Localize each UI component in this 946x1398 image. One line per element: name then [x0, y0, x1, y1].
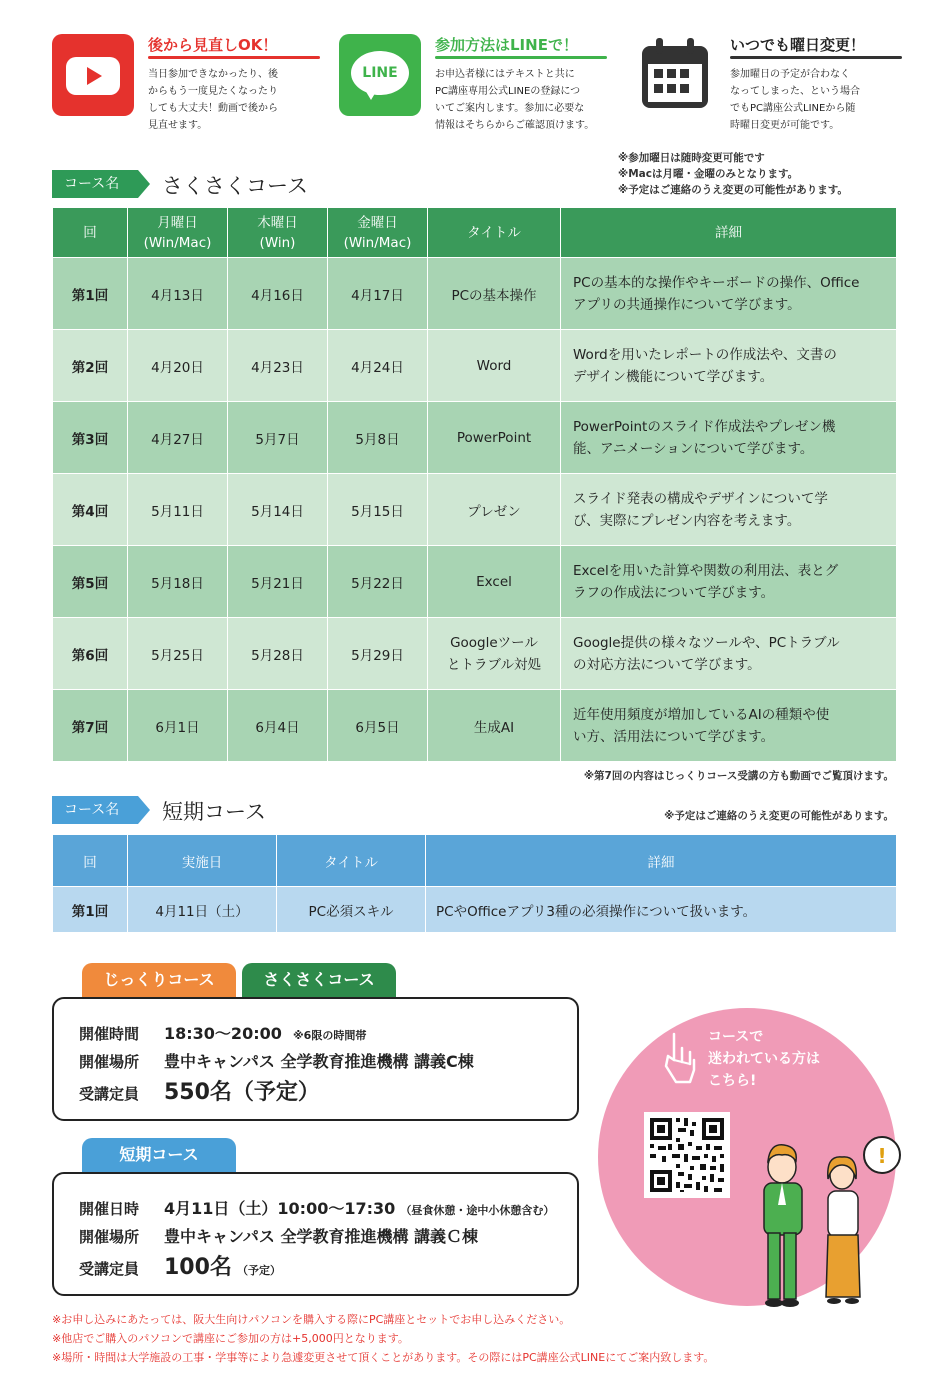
col-header: 金曜日 (Win/Mac) [328, 208, 428, 258]
date-cell: 5月25日 [128, 618, 228, 690]
date-cell: 5月28日 [228, 618, 328, 690]
title-cell: Word [428, 330, 561, 402]
feature-title: いつでも曜日変更！ [730, 36, 866, 54]
feature-strip [52, 32, 902, 137]
table-row [53, 402, 897, 474]
col-header: 詳細 [426, 835, 897, 887]
date-cell: 4月16日 [228, 258, 328, 330]
title-cell: PCの基本操作 [428, 258, 561, 330]
info-row-place: 開催場所 豊中キャンパス 全学教育推進機構 講義Ｃ棟 [79, 1227, 479, 1246]
detail-cell: 近年使用頻度が増加しているAIの種類や使 い方、活用法について学びます。 [561, 690, 897, 762]
info-row-date: 開催日時 4月11日（土）10:00〜17:30 （昼食休憩・途中小休憩含む） [79, 1199, 555, 1218]
info-row-capacity: 受講定員 100名 （予定） [79, 1255, 282, 1280]
sakusaku-footnote: ※第7回の内容はじっくりコース受講の方も動画でご覧頂けます。 [583, 770, 894, 782]
col-header: 詳細 [561, 208, 897, 258]
feature-title: 参加方法はLINEで！ [435, 36, 578, 54]
feature-replay [52, 32, 320, 137]
date-cell: 6月5日 [328, 690, 428, 762]
tab-jikkuri: じっくりコース [82, 963, 236, 999]
table-header-row [53, 208, 897, 258]
date-cell: 5月11日 [128, 474, 228, 546]
tab-sakusaku: さくさくコース [242, 963, 396, 999]
title-cell: プレゼン [428, 474, 561, 546]
table-row [53, 887, 897, 933]
col-header: 回 [53, 208, 128, 258]
info-row-capacity: 受講定員 550名（予定） [79, 1080, 320, 1105]
detail-cell: PCやOfficeアプリ3種の必須操作について扱います。 [426, 887, 897, 933]
footer-note: ※場所・時間は大学施設の工事・学事等により急遽変更させて頂くことがあります。その際にはPC講座公式LINEにてご案内致します。 [52, 1351, 715, 1364]
date-cell: 5月21日 [228, 546, 328, 618]
pointing-hand-icon [660, 1030, 700, 1090]
table-row [53, 618, 897, 690]
date-cell: 6月4日 [228, 690, 328, 762]
date-cell: 4月23日 [228, 330, 328, 402]
sakusaku-notes: ※参加曜日は随時変更可能です ※Macは月曜・金曜のみとなります。 ※予定はご連絡のうえ変更の可能性があります。 [618, 152, 848, 196]
round-cell: 第5回 [53, 546, 128, 618]
info-box-short [52, 1172, 579, 1296]
footer-notes [52, 1310, 714, 1367]
youtube-play-icon [52, 34, 134, 116]
table-row [53, 690, 897, 762]
info-box-regular [52, 997, 579, 1121]
title-cell: 生成AI [428, 690, 561, 762]
feature-body: 当日参加できなかったり、後 からもう一度見たくなったり しても大丈夫！動画で後から 見直せます。 [148, 69, 278, 131]
course-tag: コース名 [52, 796, 138, 824]
date-cell: 6月1日 [128, 690, 228, 762]
round-cell: 第2回 [53, 330, 128, 402]
date-cell: 5月14日 [228, 474, 328, 546]
feature-day-change [634, 32, 902, 137]
footer-note: ※お申し込みにあたっては、阪大生向けパソコンを購入する際にPC講座とセットでお申し込みください。 [52, 1313, 571, 1326]
col-header: 月曜日 (Win/Mac) [128, 208, 228, 258]
course-name-sakusaku: さくさくコース [162, 174, 308, 198]
tanki-schedule-table [52, 834, 897, 933]
round-cell: 第7回 [53, 690, 128, 762]
feature-body: お申込者様にはテキストと共に PC講座専用公式LINEの登録につ いてご案内します。参加に必要な 情報はそちらからご確認頂けます。 [435, 69, 595, 131]
detail-cell: PCの基本的な操作やキーボードの操作、Office アプリの共通操作について学びます。 [561, 258, 897, 330]
sakusaku-schedule-table [52, 207, 897, 762]
round-cell: 第1回 [53, 258, 128, 330]
date-cell: 4月20日 [128, 330, 228, 402]
title-cell: Googleツール とトラブル対処 [428, 618, 561, 690]
date-cell: 4月24日 [328, 330, 428, 402]
feature-line [339, 32, 607, 137]
feature-title: 後から見直しOK！ [148, 36, 278, 54]
table-row [53, 330, 897, 402]
tab-tanki: 短期コース [82, 1138, 236, 1174]
line-logo-icon: LINE [339, 34, 421, 116]
round-cell: 第4回 [53, 474, 128, 546]
info-row-time: 開催時間 18:30〜20:00 ※6限の時間帯 [79, 1024, 367, 1043]
round-cell: 第3回 [53, 402, 128, 474]
people-illustration [742, 1125, 902, 1310]
round-cell: 第1回 [53, 887, 128, 933]
svg-text:!: ! [877, 1144, 887, 1168]
date-cell: 4月17日 [328, 258, 428, 330]
date-cell: 5月29日 [328, 618, 428, 690]
date-cell: 5月7日 [228, 402, 328, 474]
col-header: 木曜日 (Win) [228, 208, 328, 258]
date-cell: 5月18日 [128, 546, 228, 618]
title-cell: PC必須スキル [277, 887, 426, 933]
feature-underline [730, 56, 902, 59]
feature-underline [435, 56, 607, 59]
date-cell: 5月22日 [328, 546, 428, 618]
detail-cell: Wordを用いたレポートの作成法や、文書の デザイン機能について学びます。 [561, 330, 897, 402]
date-cell: 5月15日 [328, 474, 428, 546]
table-row [53, 474, 897, 546]
feature-body: 参加曜日の予定が合わなく なってしまった、という場合 でもPC講座公式LINEから随 時曜日変更が可能です。 [730, 69, 860, 131]
table-row [53, 546, 897, 618]
promo-text: コースで 迷われている方は こちら! [708, 1029, 820, 1089]
detail-cell: スライド発表の構成やデザインについて学 び、実際にプレゼン内容を考えます。 [561, 474, 897, 546]
qr-code[interactable] [644, 1112, 730, 1198]
date-cell: 5月8日 [328, 402, 428, 474]
table-header-row [53, 835, 897, 887]
col-header: タイトル [428, 208, 561, 258]
detail-cell: Excelを用いた計算や関数の利用法、表とグ ラフの作成法について学びます。 [561, 546, 897, 618]
date-cell: 4月11日（土） [128, 887, 277, 933]
title-cell: PowerPoint [428, 402, 561, 474]
course-tag: コース名 [52, 170, 138, 198]
detail-cell: Google提供の様々なツールや、PCトラブル の対応方法について学びます。 [561, 618, 897, 690]
table-row [53, 258, 897, 330]
date-cell: 4月13日 [128, 258, 228, 330]
round-cell: 第6回 [53, 618, 128, 690]
calendar-icon [634, 34, 716, 116]
feature-underline [148, 56, 320, 59]
detail-cell: PowerPointのスライド作成法やプレゼン機 能、アニメーションについて学びます。 [561, 402, 897, 474]
col-header: 実施日 [128, 835, 277, 887]
course-name-tanki: 短期コース [162, 800, 266, 824]
tanki-note: ※予定はご連絡のうえ変更の可能性があります。 [664, 810, 894, 822]
info-row-place: 開催場所 豊中キャンパス 全学教育推進機構 講義C棟 [79, 1052, 474, 1071]
date-cell: 4月27日 [128, 402, 228, 474]
col-header: タイトル [277, 835, 426, 887]
col-header: 回 [53, 835, 128, 887]
title-cell: Excel [428, 546, 561, 618]
footer-note: ※他店でご購入のパソコンで講座にご参加の方は+5,000円となります。 [52, 1332, 409, 1345]
